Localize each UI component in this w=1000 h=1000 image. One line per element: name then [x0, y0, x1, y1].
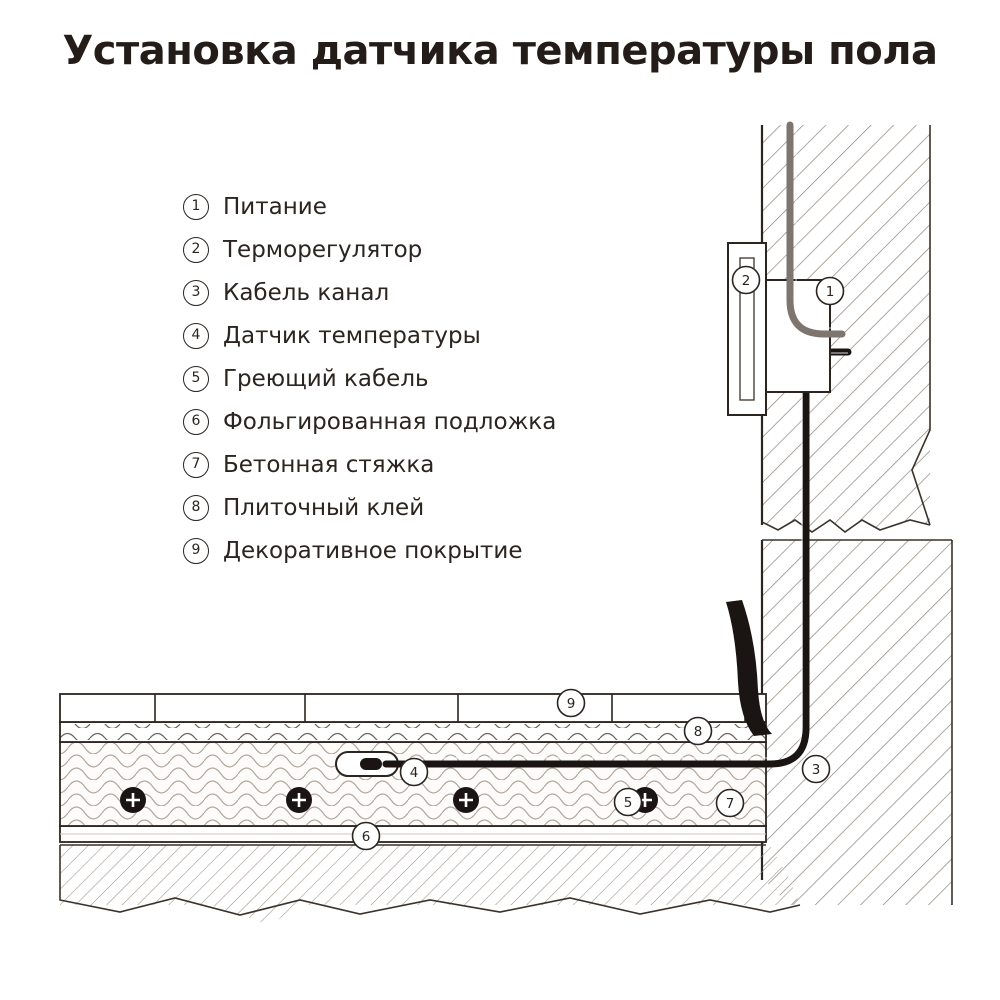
- legend-number: 5: [183, 366, 209, 392]
- callout-number: 2: [741, 273, 751, 289]
- wall-lower: [750, 535, 960, 915]
- legend-number: 1: [183, 194, 209, 220]
- legend-label: Бетонная стяжка: [223, 451, 435, 478]
- legend-label: Плиточный клей: [223, 494, 425, 521]
- callout-4: [401, 759, 428, 786]
- legend-number: 8: [183, 495, 209, 521]
- legend-number: 7: [183, 452, 209, 478]
- legend-label: Кабель канал: [223, 279, 390, 306]
- callout-6: [353, 823, 380, 850]
- legend-number: 2: [183, 237, 209, 263]
- callout-number: 8: [693, 724, 703, 740]
- legend-label: Декоративное покрытие: [223, 537, 523, 564]
- legend-label: Датчик температуры: [223, 322, 481, 349]
- callout-3: [803, 756, 830, 783]
- legend-number: 6: [183, 409, 209, 435]
- subfloor: [55, 840, 815, 935]
- callout-number: 5: [623, 795, 633, 811]
- legend-number: 4: [183, 323, 209, 349]
- callout-number: 4: [409, 765, 419, 781]
- legend-label: Терморегулятор: [223, 236, 423, 263]
- callout-number: 1: [825, 284, 835, 300]
- callout-2: [733, 267, 760, 294]
- callout-number: 9: [566, 696, 576, 712]
- legend-label: Фольгированная подложка: [223, 408, 557, 435]
- legend-number: 9: [183, 538, 209, 564]
- page-title: Установка датчика температуры пола: [62, 28, 938, 74]
- callout-number: 3: [811, 762, 821, 778]
- callout-number: 7: [725, 796, 735, 812]
- legend-number: 3: [183, 280, 209, 306]
- callout-1: [817, 278, 844, 305]
- callout-8: [685, 718, 712, 745]
- callout-7: [717, 790, 744, 817]
- tile-adhesive-layer: [60, 722, 766, 742]
- legend-label: Питание: [223, 193, 327, 220]
- foil-underlay-layer: [60, 826, 766, 842]
- legend-label: Греющий кабель: [223, 365, 429, 392]
- callout-5: [615, 789, 642, 816]
- decorative-covering-layer: [60, 694, 766, 722]
- callout-number: 6: [361, 829, 371, 845]
- callout-9: [558, 690, 585, 717]
